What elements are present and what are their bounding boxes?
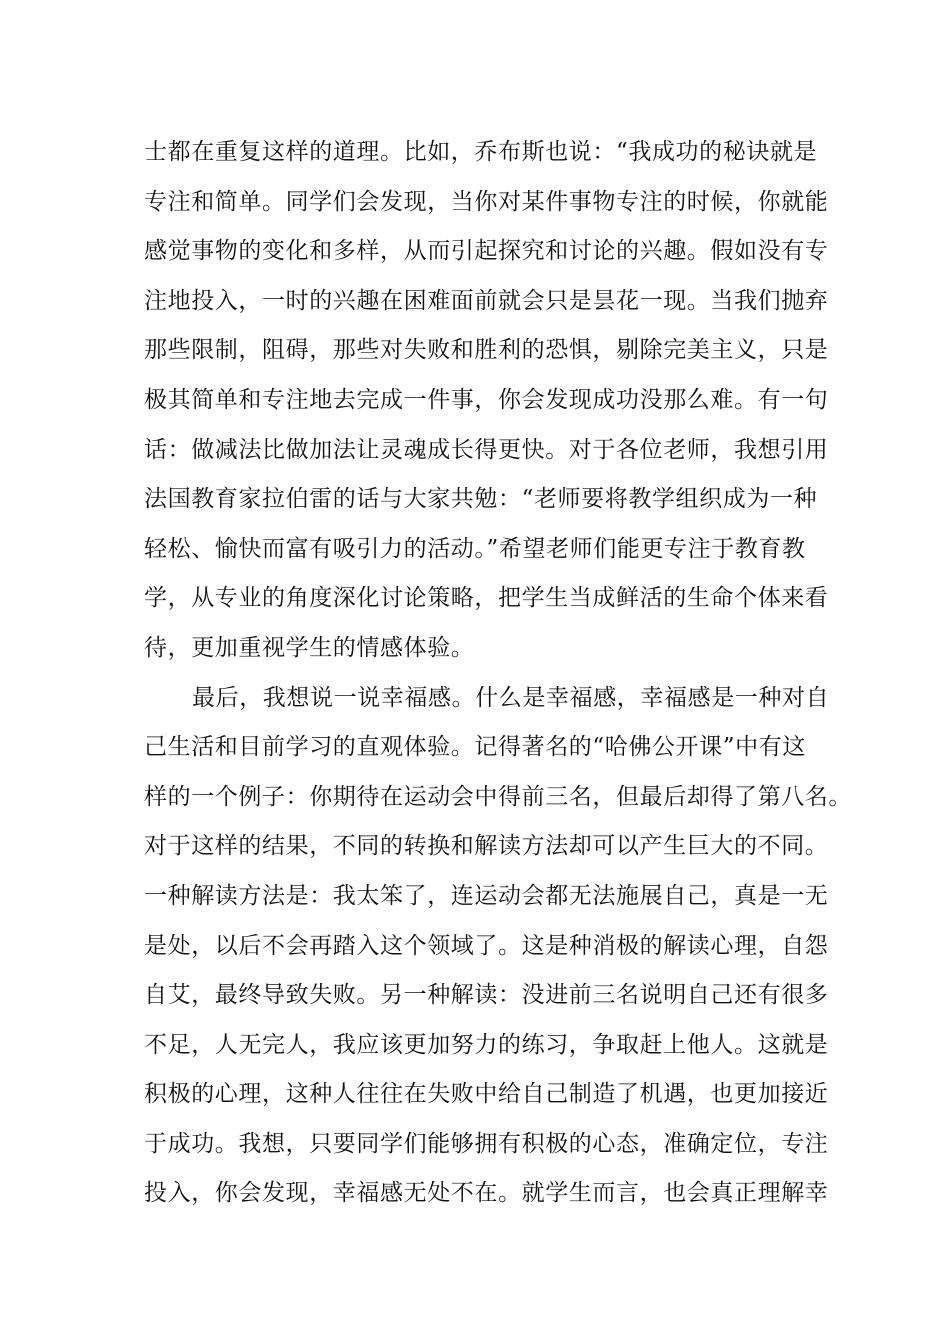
text-line: 己生活和目前学习的直观体验。记得著名的“哈佛公开课”中有这: [144, 734, 806, 761]
text-line: 待，更加重视学生的情感体验。: [144, 634, 475, 661]
text-line: 专注和简单。同学们会发现，当你对某件事物专注的时候，你就能: [144, 188, 829, 215]
text-line: 法国教育家拉伯雷的话与大家共勉：“老师要将教学组织成为一种: [144, 486, 818, 513]
body-text: [144, 128, 852, 1219]
paragraph-start-line: 最后，我想说一说幸福感。什么是幸福感，幸福感是一种对自: [192, 684, 830, 711]
text-line: 样的一个例子：你期待在运动会中得前三名，但最后却得了第八名。: [144, 783, 852, 810]
text-line: 感觉事物的变化和多样，从而引起探究和讨论的兴趣。假如没有专: [144, 238, 829, 265]
text-line: 积极的心理，这种人往往在失败中给自己制造了机遇，也更加接近: [144, 1081, 829, 1108]
text-line: 投入，你会发现，幸福感无处不在。就学生而言，也会真正理解幸: [144, 1180, 829, 1207]
text-line: 于成功。我想，只要同学们能够拥有积极的心态，准确定位，专注: [144, 1130, 829, 1157]
text-line: 极其简单和专注地去完成一件事，你会发现成功没那么难。有一句: [144, 386, 829, 413]
text-line: 那些限制，阻碍，那些对失败和胜利的恐惧，剔除完美主义，只是: [144, 337, 829, 364]
text-line: 注地投入，一时的兴趣在困难面前就会只是昙花一现。当我们抛弃: [144, 287, 829, 314]
text-line: 自艾，最终导致失败。另一种解读：没进前三名说明自己还有很多: [144, 982, 829, 1009]
text-line: 是处，以后不会再踏入这个领域了。这是种消极的解读心理，自怨: [144, 932, 829, 959]
text-line: 对于这样的结果，不同的转换和解读方法却可以产生巨大的不同。: [144, 833, 829, 860]
text-line: 不足，人无完人，我应该更加努力的练习，争取赶上他人。这就是: [144, 1031, 829, 1058]
text-line: 一种解读方法是：我太笨了，连运动会都无法施展自己，真是一无: [144, 882, 829, 909]
text-line: 学，从专业的角度深化讨论策略，把学生当成鲜活的生命个体来看: [144, 585, 829, 612]
text-line: 轻松、愉快而富有吸引力的活动。”希望老师们能更专注于教育教: [144, 535, 806, 562]
text-line: 士都在重复这样的道理。比如，乔布斯也说：“我成功的秘诀就是: [144, 139, 818, 165]
text-line: 话：做减法比做加法让灵魂成长得更快。对于各位老师，我想引用: [144, 436, 829, 463]
